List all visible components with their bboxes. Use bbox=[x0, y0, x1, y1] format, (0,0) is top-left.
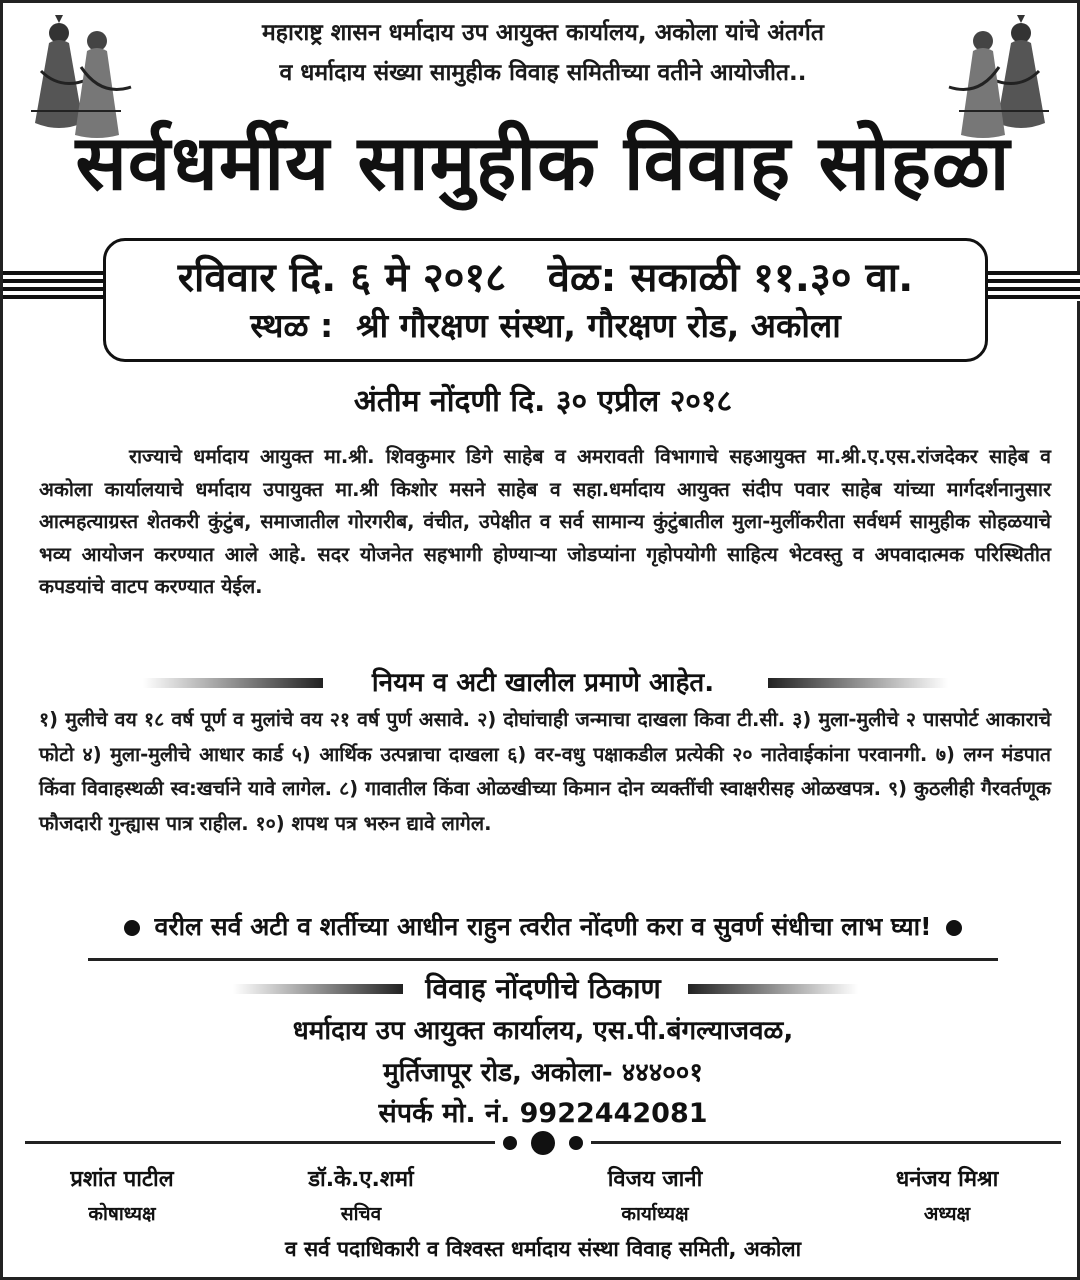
description-paragraph: राज्याचे धर्मादाय आयुक्त मा.श्री. शिवकुमार डिगे साहेब व अमरावती विभागाचे सहआयुक्त मा.श्री.ए.एस.रांजदेकर साहेब व अकोला कार्यालयाचे धर्मादाय उपायुक्त मा.श्री किशोर मसने साहेब व सहा.धर्मादाय आयुक्त संदीप पवार साहेब यांच्या मार्गदर्शनानुसार आत्महत्याग्रस्त शेतकरी कुंटुंब, समाजातील गोरगरीब, वंचीत, उपेक्षीत व सर्व सामान्य कुंटुंबातील मुला-मुलींकरीता सर्वधर्म सामुहीक सोहळयाचे भव्य आयोजन करण्यात आले आहे. सदर योजनेत सहभागी होण्याऱ्या जोडप्यांना गृहोपयोगी साहित्य भेटवस्तु व अपवादात्मक परिस्थितीत कपडयांचे वाटप करण्यात येईल. bbox=[39, 445, 1051, 598]
headline: सर्वधर्मीय सामुहीक विवाह सोहळा bbox=[75, 118, 1011, 207]
footer-committee: व सर्व पदाधिकारी व विश्वस्त धर्मादाय संस्था विवाह समिती, अकोला bbox=[284, 1237, 802, 1261]
event-date-time: रविवार दि. ६ मे २०१८ वेळ: सकाळी ११.३० वा. bbox=[177, 255, 914, 301]
bullet-icon bbox=[946, 920, 962, 936]
intro-line-2: व धर्मादाय संख्या सामुहीक विवाह समितीच्या वतीने आयोजीत.. bbox=[279, 60, 807, 86]
signatory-working-president bbox=[540, 1163, 770, 1231]
signatory-president bbox=[832, 1163, 1062, 1231]
signatory-name: विजय जानी bbox=[607, 1167, 703, 1192]
registration-address-2: मुर्तिजापूर रोड, अकोला- ४४४००१ bbox=[383, 1058, 703, 1088]
registration-address-1: धर्मादाय उप आयुक्त कार्यालय, एस.पी.बंगल्याजवळ, bbox=[292, 1016, 794, 1046]
registration-contact: संपर्क मो. नं. 9922442081 bbox=[378, 1098, 708, 1129]
rules-heading: नियम व अटी खालील प्रमाणे आहेत. bbox=[371, 668, 715, 698]
signatory-role: अध्यक्ष bbox=[923, 1203, 971, 1225]
intro-text bbox=[153, 13, 933, 93]
divider bbox=[88, 958, 998, 961]
registration-deadline: अंतीम नोंदणी दि. ३० एप्रील २०१८ bbox=[353, 384, 733, 419]
note-line bbox=[3, 909, 1080, 943]
divider-left bbox=[25, 1141, 495, 1144]
signatory-role: कार्याध्यक्ष bbox=[621, 1203, 689, 1225]
signatory-role: कोषाध्यक्ष bbox=[88, 1203, 156, 1225]
signatory-role: सचिव bbox=[340, 1203, 382, 1225]
ornament-dots-icon bbox=[493, 1130, 593, 1156]
rules-heading-row bbox=[3, 663, 1080, 703]
signatory-treasurer bbox=[7, 1163, 237, 1231]
divider-right bbox=[591, 1141, 1061, 1144]
registration-heading: विवाह नोंदणीचे ठिकाण bbox=[425, 972, 661, 1005]
signatory-name: डॉ.के.ए.शर्मा bbox=[308, 1167, 414, 1192]
signatory-secretary bbox=[246, 1163, 476, 1231]
event-venue: स्थळ : श्री गौरक्षण संस्था, गौरक्षण रोड, अकोला bbox=[250, 306, 841, 345]
bullet-icon bbox=[124, 920, 140, 936]
intro-line-1: महाराष्ट्र शासन धर्मादाय उप आयुक्त कार्यालय, अकोला यांचे अंतर्गत bbox=[262, 20, 824, 46]
event-box bbox=[103, 238, 988, 362]
signatory-name: धनंजय मिश्रा bbox=[895, 1167, 999, 1192]
signatory-name: प्रशांत पाटील bbox=[70, 1167, 174, 1192]
note-text: वरील सर्व अटी व शर्तीच्या आधीन राहुन त्वरीत नोंदणी करा व सुवर्ण संधीचा लाभ घ्या! bbox=[154, 912, 932, 941]
rules-list: १) मुलीचे वय १८ वर्ष पूर्ण व मुलांचे वय २१ वर्ष पुर्ण असावे. २) दोघांचाही जन्माचा दाखला किवा टी.सी. ३) मुला-मुलीचे २ पासपोर्ट आकाराचे फोटो ४) मुला-मुलीचे आधार कार्ड ५) आर्थिक उत्पन्नाचा दाखला ६) वर-वधु पक्षाकडील प्रत्येकी २० नातेवाईकांना परवानगी. ७) लग्न मंडपात किंवा विवाहस्थळी स्व:खर्चाने यावे लागेल. ८) गावातील किंवा ओळखीच्या किमान दोन व्यक्तींची स्वाक्षरीसह ओळखपत्र. ९) कुठलीही गैरवर्तणूक फौजदारी गुन्ह्यास पात्र राहील. १०) शपथ पत्र भरुन द्यावे लागेल. bbox=[39, 708, 1051, 835]
registration-heading-row bbox=[3, 969, 1080, 1009]
